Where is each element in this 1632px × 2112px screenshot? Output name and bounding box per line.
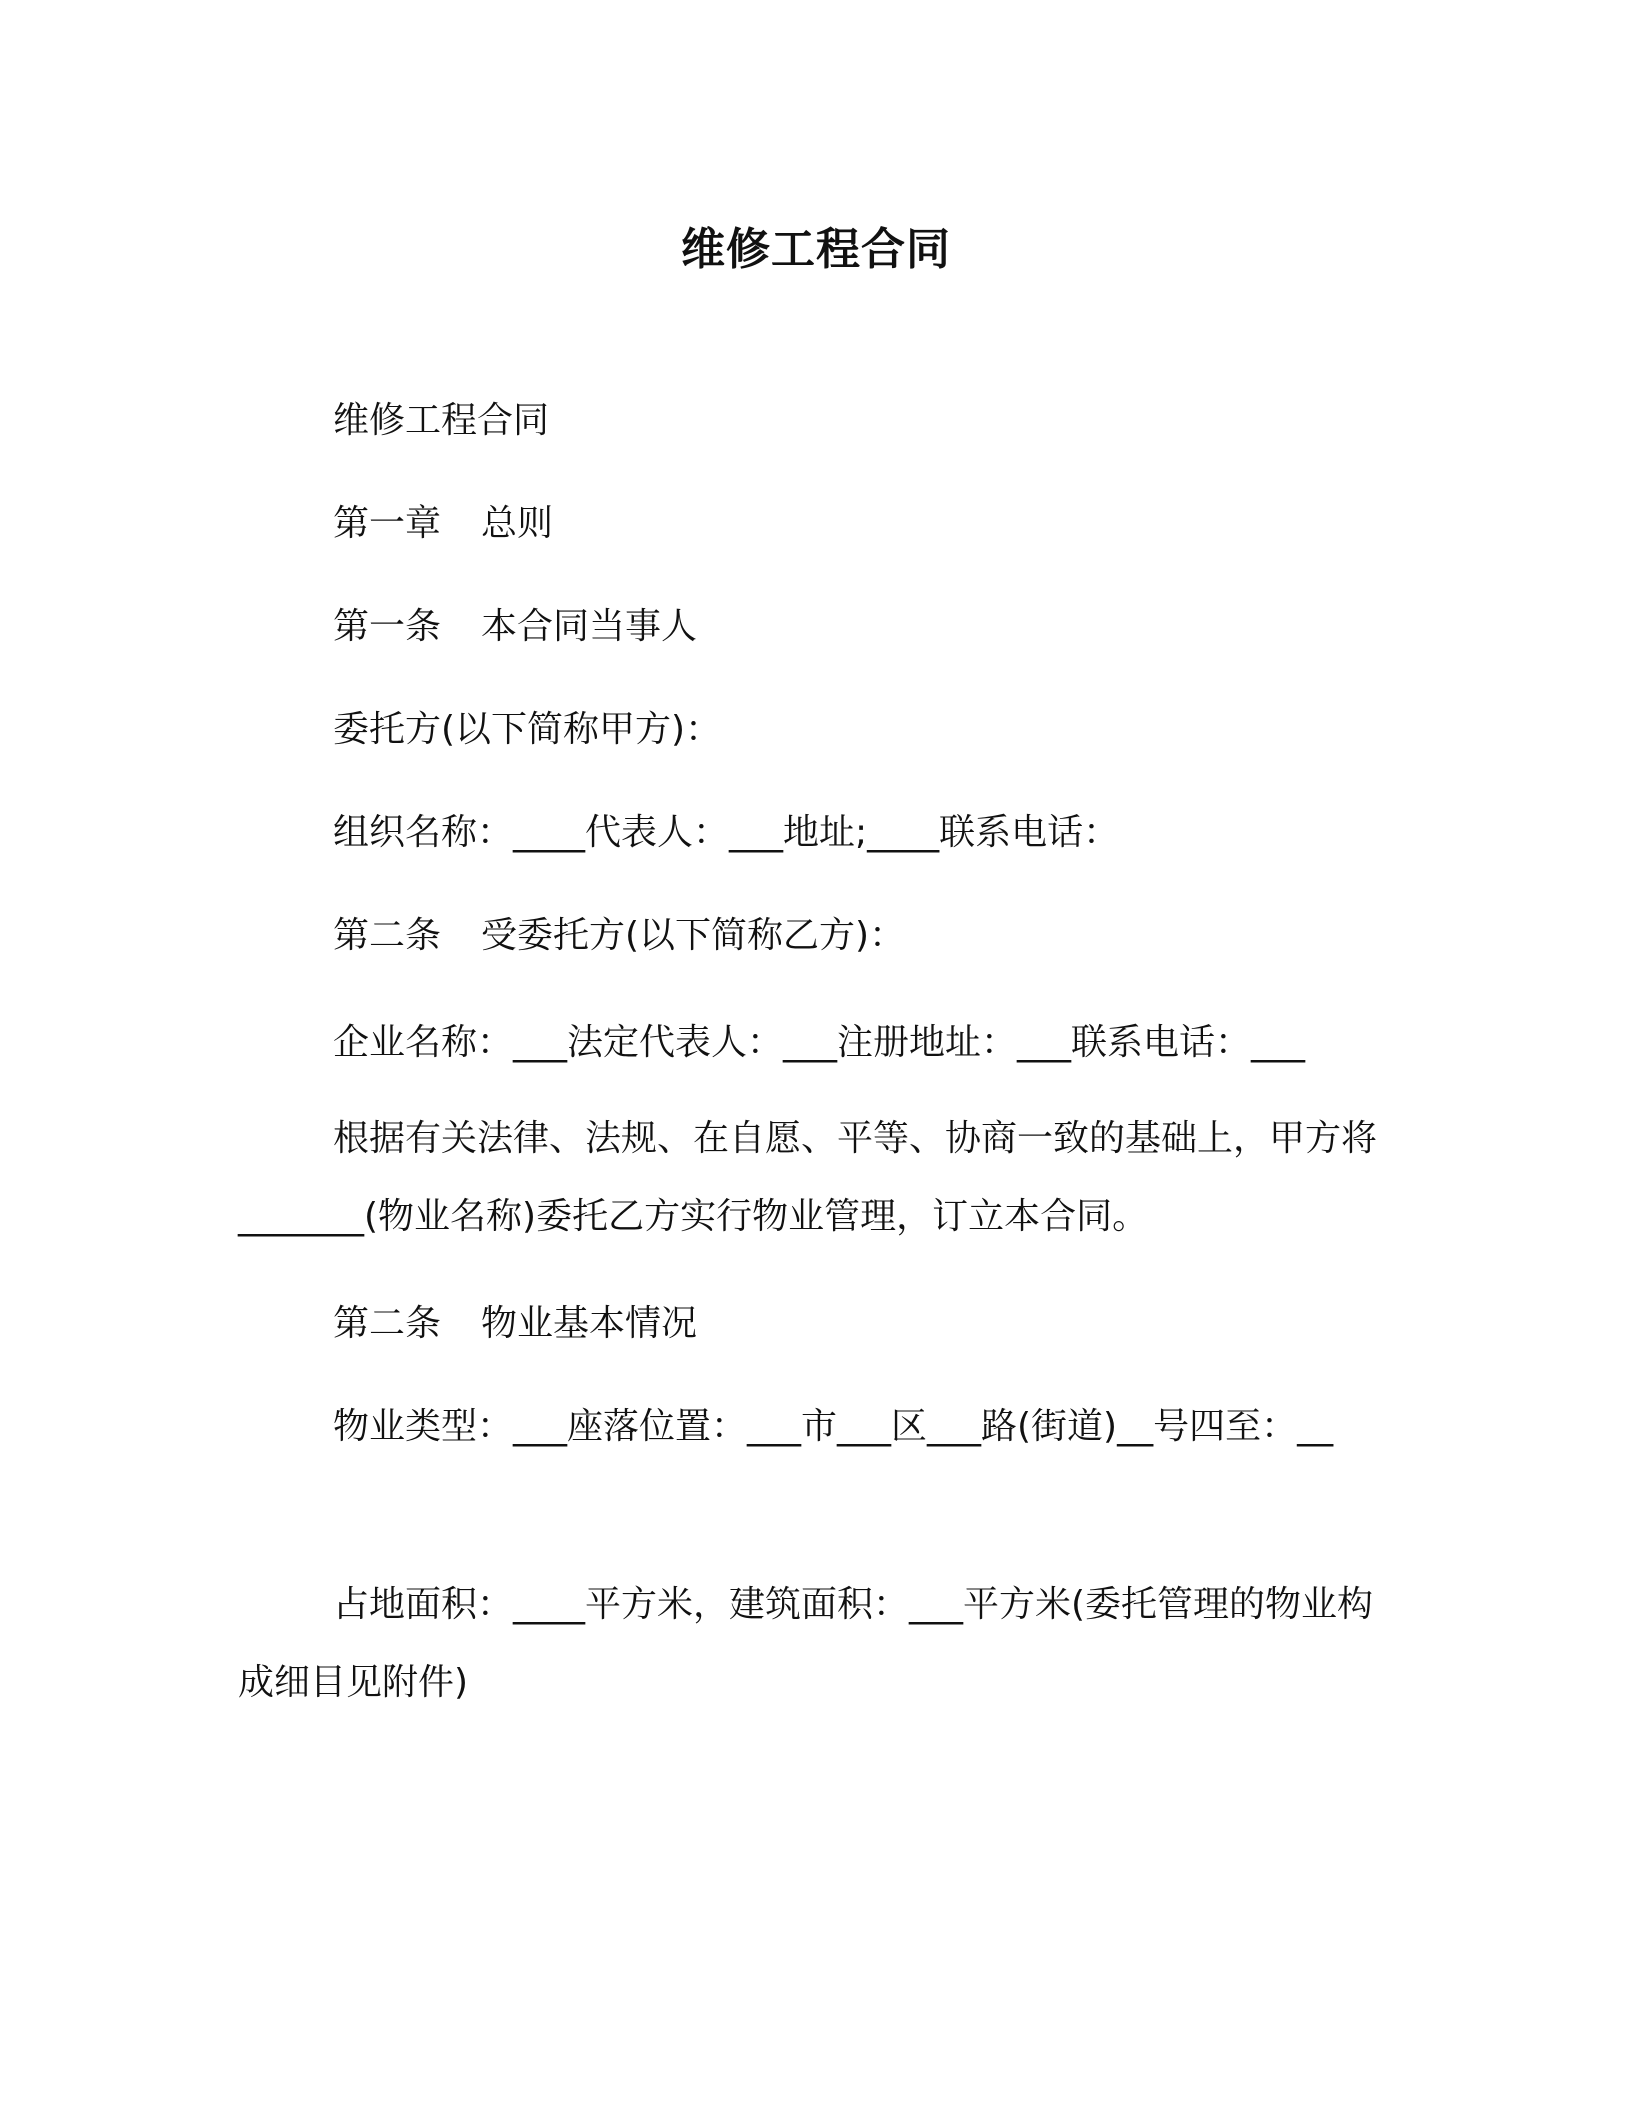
paragraph-chapter-heading (333, 485, 553, 563)
paragraph-subtitle: 维修工程合同 (333, 400, 550, 441)
chapter-number: 第一章 (333, 503, 442, 544)
article-title: 本合同当事人 (481, 606, 698, 647)
article-number: 第一条 (333, 606, 442, 647)
paragraph-article-heading (333, 588, 697, 666)
chapter-title: 总则 (481, 503, 554, 544)
article-number: 第二条 (333, 1303, 442, 1344)
paragraph-area-fields: 占地面积：____平方米，建筑面积：___平方米(委托管理的物业构成细目见附件) (238, 1584, 1374, 1703)
paragraph-party-a-fields: 组织名称：____代表人：___地址;____联系电话： (333, 812, 1120, 853)
paragraph-article-heading (333, 1285, 697, 1363)
paragraph-body-text: 根据有关法律、法规、在自愿、平等、协商一致的基础上，甲方将_______(物业名称)委托乙方实行物业管理，订立本合同。 (238, 1118, 1378, 1237)
paragraph-article-heading (333, 897, 905, 975)
document-title: 维修工程合同 (681, 224, 951, 275)
paragraph-party-b-fields: 企业名称：___法定代表人：___注册地址：___联系电话：___ (333, 1022, 1306, 1063)
article-title: 物业基本情况 (481, 1303, 698, 1344)
article-title: 受委托方(以下简称乙方)： (481, 915, 906, 956)
article-number: 第二条 (333, 915, 442, 956)
paragraph-property-fields: 物业类型：___座落位置：___市___区___路(街道)__号四至：__ (333, 1406, 1334, 1447)
paragraph-party-a: 委托方(以下简称甲方)： (333, 709, 722, 750)
